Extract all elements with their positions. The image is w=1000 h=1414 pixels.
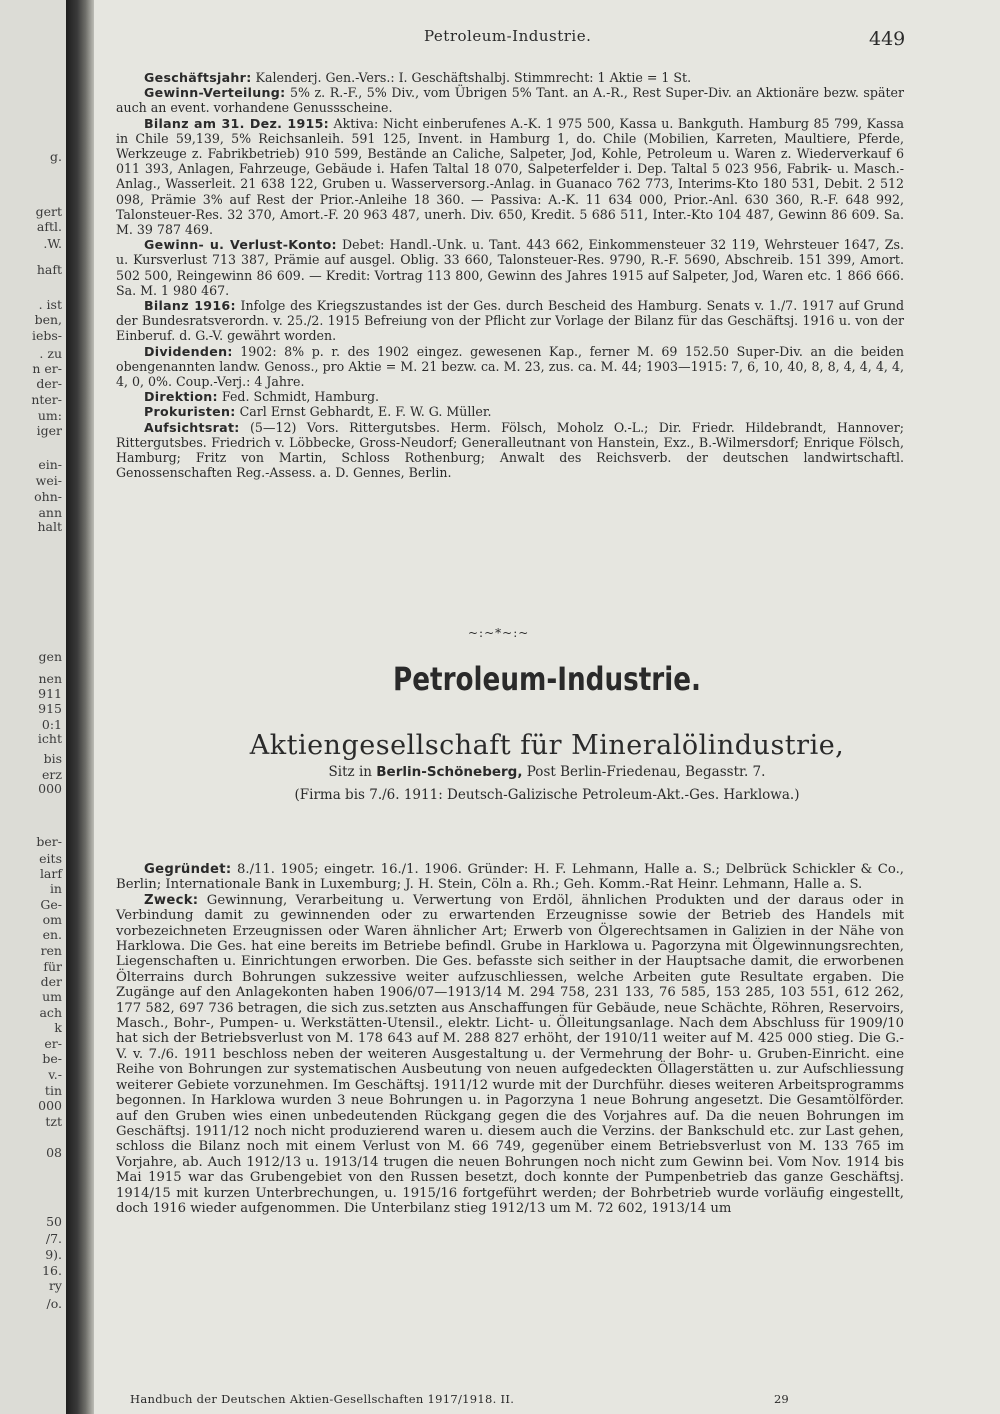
neighbor-text-fragment: wei- (35, 473, 62, 488)
paragraph-text: Fed. Schmidt, Hamburg. (217, 389, 380, 405)
paragraph-text: Aktiva: Nicht einberufenes A.-K. 1 975 500, Kassa u. Bankguth. Hamburg 85 799, Kassa in Chile 59,139, 5% Reichsanleih. 591 125, Invent. in Hamburg 1, do. Chile (Mobilien, Karreten, Maultiere, Pferde, Werkzeuge z. Fabrikbetrieb) 910 599, Bestände an Caliche, Salpeter, Jod, Kohle, Petroleum u. Waren z. Wiederverkauf 6 011 393, Anlagen, Fahrzeuge, Gebäude i. Hafen Taltal 18 070, Salpeterfelder i. Dep. Taltal 5 023 956, Fabrik- u. Masch.-Anlag., Wasserleit. 21 638 122, Gruben u. Wasserversorg.-Anlag. in Guanaco 762 773, Interims-Kto 180 531, Debit. 2 512 098, Prämie 3% auf Rest der Prior.-Anleihe 18 360. — Passiva: A.-K. 11 634 000, Prior.-Anl. 630 360, R.-F. 648 992, Talonsteuer-Res. 32 370, Amort.-F. 20 963 487, unerh. Div. 650, Kredit. 5 686 511, Inter.-Kto 104 487, Gewinn 86 609. Sa. M. 39 787 469. (116, 115, 904, 238)
neighbor-text-fragment: ach (39, 1005, 62, 1020)
neighbor-text-fragment: gert (35, 204, 62, 219)
neighbor-text-fragment: um (42, 989, 62, 1004)
paragraph-label: Direktion: (144, 389, 218, 405)
adjacent-page-fragment (0, 0, 66, 1414)
neighbor-text-fragment: tzt (45, 1114, 62, 1129)
paragraph-label: Geschäftsjahr: (144, 70, 252, 85)
neighbor-text-fragment: ren (40, 943, 62, 958)
neighbor-text-fragment: der (40, 974, 62, 989)
neighbor-text-fragment: 9). (45, 1247, 62, 1262)
paragraph-text: 8./11. 1905; eingetr. 16./1. 1906. Gründer: H. F. Lehmann, Halle a. S.; Delbrück Schickler & Co., Berlin; Internationale Bank in Luxemburg; J. H. Stein, Cöln a. Rh.; Geh. Komm.-Rat Heinr. Lehmann, Halle a. S. (116, 862, 904, 893)
section-ornament: ~:~*~:~ (468, 626, 530, 640)
neighbor-text-fragment: ben, (34, 312, 62, 327)
neighbor-text-fragment: . zu (39, 346, 62, 361)
neighbor-text-fragment: be- (42, 1051, 62, 1066)
paragraph (116, 344, 904, 390)
paragraph-text: 1902: 8% p. r. des 1902 eingez. gewesenen Kap., ferner M. 69 152.50 Super-Div. an die beiden obengenannten landw. Genoss., pro Aktie = M. 21 bezw. ca. M. 23, zus. ca. M. 44; 1903—1915: 7, 6, 10, 40, 8, 8, 4, 4, 4, 4, 4, 0, 0%. Coup.-Verj.: 4 Jahre. (116, 343, 904, 390)
neighbor-text-fragment: er- (44, 1036, 62, 1051)
paragraph-label: Bilanz 1916: (144, 298, 236, 314)
company-name: Aktiengesellschaft für Mineralölindustrie, (249, 730, 845, 761)
neighbor-text-fragment: 911 (38, 686, 62, 701)
neighbor-text-fragment: 08 (46, 1145, 62, 1160)
company-entry-continued (116, 70, 904, 480)
neighbor-text-fragment: 0:1 (41, 717, 62, 732)
neighbor-text-fragment: ber- (36, 834, 62, 849)
paragraph-text: Kalenderj. Gen.-Vers.: I. Geschäftshalbj. Stimmrecht: 1 Aktie = 1 St. (251, 70, 692, 85)
neighbor-text-fragment: Ge- (40, 897, 62, 912)
paragraph (116, 237, 904, 298)
neighbor-text-fragment: iebs- (31, 328, 62, 343)
paragraph (116, 298, 904, 344)
neighbor-text-fragment: ann (38, 505, 62, 520)
paragraph (116, 893, 904, 1217)
section-title: Petroleum-Industrie. (392, 660, 702, 698)
neighbor-text-fragment: der- (36, 376, 62, 391)
company-seat (94, 764, 1000, 780)
neighbor-text-fragment: . ist (38, 297, 62, 312)
neighbor-text-fragment: eits (39, 851, 62, 866)
paragraph (116, 85, 904, 115)
seat-prefix: Sitz in (328, 764, 377, 780)
seat-suffix: Post Berlin-Friedenau, Begasstr. 7. (522, 764, 766, 780)
neighbor-text-fragment: gen (38, 649, 62, 664)
paragraph (116, 70, 904, 85)
paragraph (116, 862, 904, 893)
neighbor-text-fragment: in (49, 881, 62, 896)
neighbor-text-fragment: .W. (43, 236, 62, 251)
neighbor-text-fragment: um: (37, 408, 62, 423)
neighbor-text-fragment: ein- (38, 457, 62, 472)
neighbor-text-fragment: haft (36, 262, 62, 277)
neighbor-text-fragment: v.- (48, 1067, 62, 1082)
neighbor-text-fragment: 50 (46, 1214, 62, 1229)
neighbor-text-fragment: ohn- (34, 489, 62, 504)
neighbor-text-fragment: halt (37, 519, 62, 534)
paragraph-label: Aufsichtsrat: (144, 419, 240, 435)
neighbor-text-fragment: tin (44, 1083, 62, 1098)
former-firm-note: (Firma bis 7./6. 1911: Deutsch-Galizische Petroleum-Akt.-Ges. Harklowa.) (294, 787, 800, 803)
running-header: Petroleum-Industrie. (424, 27, 592, 45)
neighbor-text-fragment: om (42, 912, 62, 927)
paragraph-text: (5—12) Vors. Rittergutsbes. Herm. Fölsch, Moholz O.-L.; Dir. Friedr. Hildebrandt, Hannover; Rittergutsbes. Friedrich v. Löbbecke, Gross-Neudorf; Generalleutnant von Hanstein, Exz., B.-Wilmersdorf; Enrique Fölsch, Hamburg; Fritz von Martin, Schloss Rothenburg; Anwalt des Reichsverb. der deutschen landwirtschaftl. Genossenschaften Reg.-Assess. a. D. Gennes, Berlin. (116, 419, 904, 481)
neighbor-text-fragment: k (54, 1020, 62, 1035)
paragraph-label: Gewinn-Verteilung: (144, 85, 286, 101)
page-number: 449 (869, 28, 906, 50)
book-gutter (66, 0, 94, 1414)
paragraph-label: Gewinn- u. Verlust-Konto: (144, 237, 337, 253)
paragraph (116, 116, 904, 238)
paragraph (116, 389, 904, 404)
paragraph-text: Gewinnung, Verarbeitung u. Verwertung von Erdöl, ähnlichen Produkten und der daraus oder in Verbindung damit zu gewinnenden oder zu erwartenden Erzeugnisse sowie der Betrieb des Handels mit vorbezeichneten Erzeugnissen oder Waren ähnlicher Art; Erwerb von Ölgerechtsamen in Galizien in der Nähe von Harklowa. Die Ges. hat eine bereits im Betriebe befindl. Grube in Harklowa u. Pagorzyna mit Ölgewinnungsrechten, Liegenschaften u. Einrichtungen erworben. Die Ges. befasste sich seither in der Hauptsache damit, die erworbenen Ölterrains durch Bohrungen sukzessive weiter aufzuschliessen, welche Arbeiten gute Resultate ergaben. Die Zugänge auf den Anlagekonten haben 1906/07—1913/14 M. 294 758, 231 133, 76 585, 153 285, 103 551, 612 262, 177 582, 697 736 betragen, die sich zus.setzten aus Anschaffungen für Gebäude, neue Schächte, Röhren, Reservoirs, Masch., Bohr-, Pumpen- u. Werkstätten-Utensil., elektr. Licht- u. Ölleitungsanlage. Nach dem Abschluss für 1909/10 hat sich der Betriebsverlust von M. 178 643 auf M. 288 827 erhöht, der 1910/11 weiter auf M. 425 000 stieg. Die G.-V. v. 7./6. 1911 beschloss neben der weiteren Ausgestaltung u. der Vermehrung der Bohr- u. Gruben-Einricht. eine Reihe von Bohrungen zur systematischen Ausbeutung von neuen aufgedeckten Öllagerstätten u. zur Aufschliessung weiterer Gebiete vorzunehmen. Im Geschäftsj. 1911/12 wurde mit der Durchführ. dieses weiteren Arbeitsprogramms begonnen. In Harklowa wurden 3 neue Bohrungen u. in Pagorzyna 1 neue Bohrung angesetzt. Die Gesamtölförder. auf den Gruben wies einen unbedeutenden Rückgang gegen die des Vorjahres auf. Da die neuen Bohrungen im Geschäftsj. 1911/12 noch nicht produzierend waren u. diesem auch die Verzins. der Bankschuld etc. zur Last gehen, schloss die Bilanz noch mit einem Verlust von M. 66 749, gegenüber einem Betriebsverlust von M. 133 765 im Vorjahre, ab. Auch 1912/13 u. 1913/14 trugen die neuen Bohrungen noch nicht zum Gewinn bei. Vom Nov. 1914 bis Mai 1915 war das Grubengebiet von den Russen besetzt, doch konnte der Pumpenbetrieb das ganze Geschäftsj. 1914/15 mit kurzen Unterbrechungen, u. 1915/16 fortgeführt werden; der Bohrbetrieb wurde vorläufig eingestellt, doch 1916 wieder aufgenommen. Die Unterbilanz stieg 1912/13 um M. 72 602, 1913/14 um (116, 892, 904, 1216)
neighbor-text-fragment: en. (42, 927, 62, 942)
paragraph-label: Bilanz am 31. Dez. 1915: (144, 115, 329, 131)
neighbor-text-fragment: icht (37, 731, 62, 746)
neighbor-text-fragment: 000 (38, 1098, 62, 1113)
paragraph-label: Gegründet: (144, 862, 232, 877)
paragraph (116, 404, 904, 419)
paragraph-label: Zweck: (144, 892, 199, 908)
neighbor-text-fragment: nter- (31, 392, 62, 407)
neighbor-text-fragment: /o. (46, 1296, 62, 1311)
neighbor-text-fragment: bis (43, 751, 62, 766)
paragraph-text: 5% z. R.-F., 5% Div., vom Übrigen 5% Tant. an A.-R., Rest Super-Div. an Aktionäre bezw. später auch an event. vorhandene Genussscheine. (116, 85, 904, 116)
paragraph-text: Carl Ernst Gebhardt, E. F. W. G. Müller. (235, 404, 492, 420)
paragraph-label: Prokuristen: (144, 404, 236, 420)
neighbor-text-fragment: für (43, 959, 62, 974)
paragraph-text: Infolge des Kriegszustandes ist der Ges. durch Bescheid des Hamburg. Senats v. 1./7. 1917 auf Grund der Bundesratsverordn. v. 25./2. 1915 Befreiung von der Pflicht zur Vorlage der Bilanz für das Geschäftsj. 1916 u. von der Einberuf. d. G.-V. gewährt worden. (116, 298, 905, 344)
neighbor-text-fragment: nen (38, 671, 62, 686)
neighbor-text-fragment: n er- (32, 361, 62, 376)
neighbor-text-fragment: iger (36, 423, 62, 438)
neighbor-text-fragment: /7. (45, 1231, 62, 1246)
seat-city: Berlin-Schöneberg, (376, 764, 523, 780)
page (94, 0, 1000, 1414)
neighbor-text-fragment: g. (50, 149, 62, 164)
neighbor-text-fragment: larf (39, 866, 62, 881)
neighbor-text-fragment: 915 (38, 701, 62, 716)
neighbor-text-fragment: 16. (42, 1263, 62, 1278)
paragraph-text: Debet: Handl.-Unk. u. Tant. 443 662, Einkommensteuer 32 119, Wehrsteuer 1647, Zs. u. Kursverlust 713 387, Prämie auf ausgel. Oblig. 33 660, Talonsteuer-Res. 9790, R.-F. 5690, Abschreib. 151 399, Amort. 502 500, Reingewinn 86 609. — Kredit: Vortrag 113 800, Gewinn des Jahres 1915 auf Salpeter, Jod, Waren etc. 1 866 666. Sa. M. 1 980 467. (116, 237, 904, 298)
company-entry-new (116, 862, 904, 1216)
neighbor-text-fragment: aftl. (36, 219, 62, 234)
neighbor-text-fragment: ry (48, 1278, 62, 1293)
paragraph (116, 420, 904, 481)
book-footer: Handbuch der Deutschen Aktien-Gesellschaften 1917/1918. II. (130, 1392, 515, 1406)
neighbor-text-fragment: erz (42, 767, 62, 782)
sheet-number: 29 (774, 1392, 789, 1406)
neighbor-text-fragment: 000 (38, 781, 62, 796)
paragraph-label: Dividenden: (144, 343, 233, 359)
